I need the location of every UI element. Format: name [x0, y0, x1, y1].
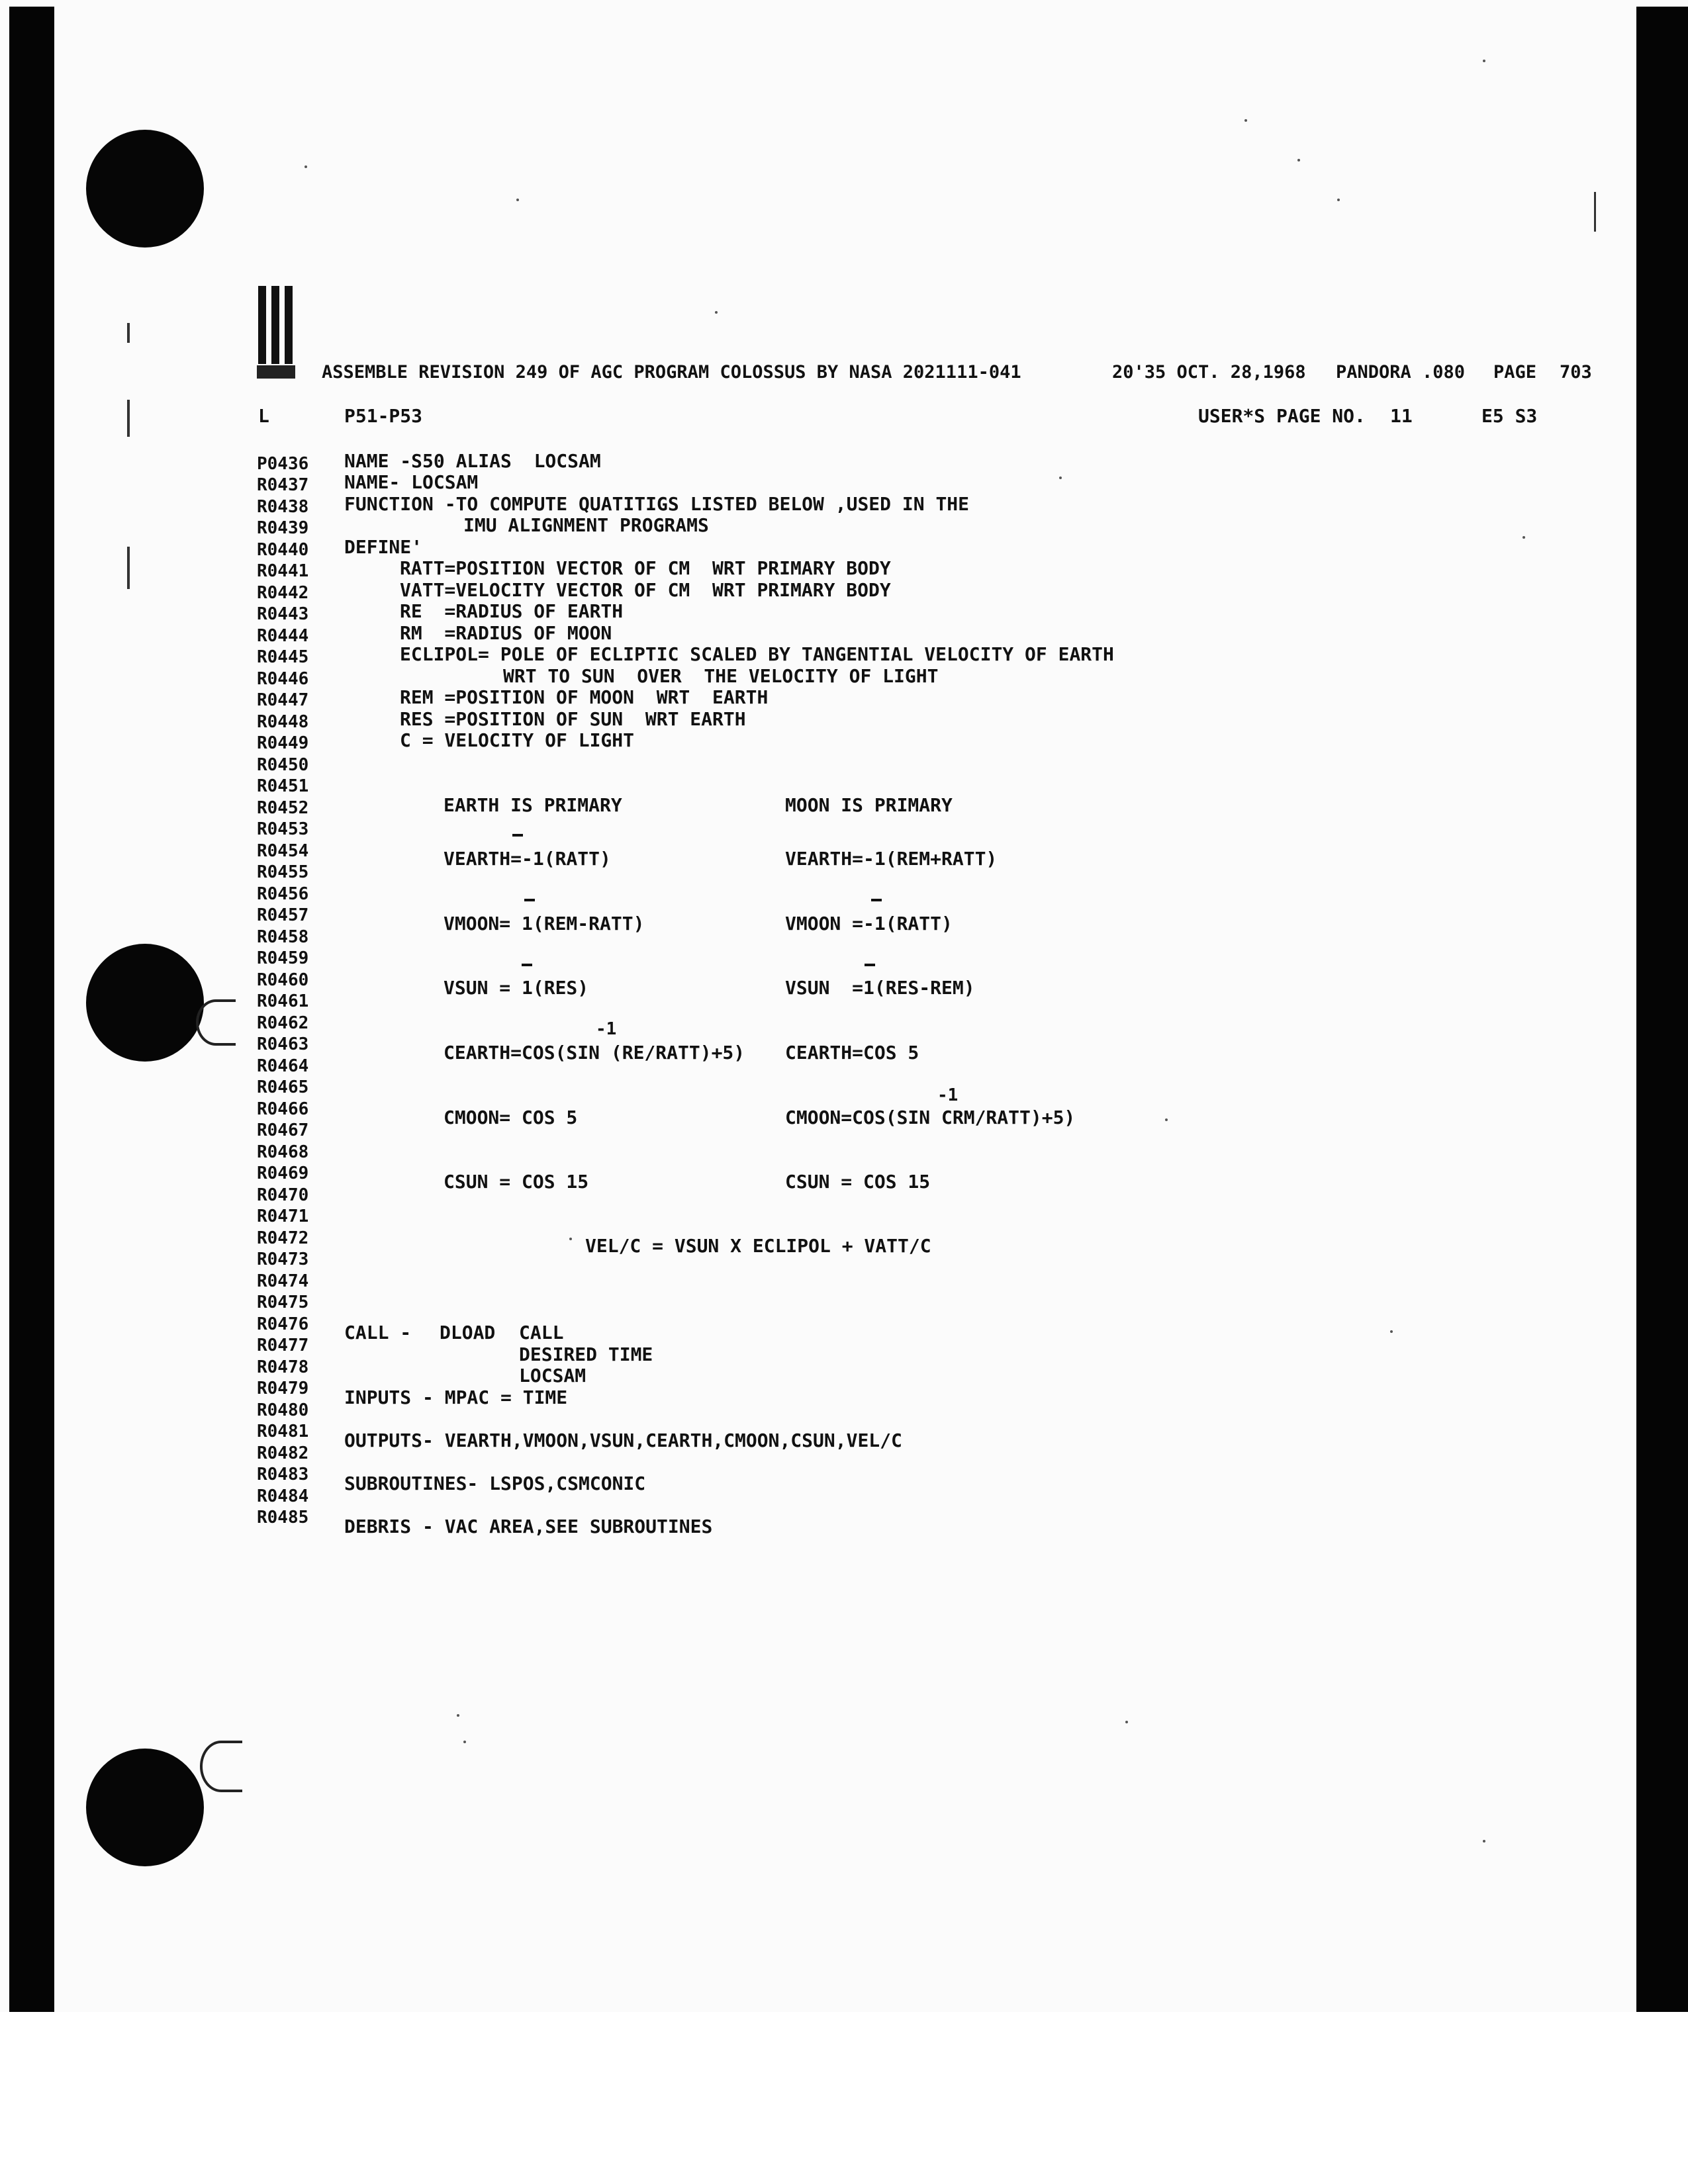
formula-cearth-moon: CEARTH=COS 5	[785, 1042, 919, 1064]
code-line: RATT=POSITION VECTOR OF CM WRT PRIMARY BODY	[400, 557, 891, 579]
code-line: RM =RADIUS OF MOON	[400, 622, 612, 644]
code-line: WRT TO SUN OVER THE VELOCITY OF LIGHT	[503, 665, 939, 687]
line-number: R0464	[257, 1056, 309, 1076]
line-number: R0474	[257, 1271, 309, 1291]
line-number: R0441	[257, 561, 309, 581]
line-number: R0463	[257, 1034, 309, 1054]
formula-vmoon-earth: VMOON= 1(REM-RATT)	[444, 913, 645, 934]
scan-speck	[1523, 536, 1525, 539]
scan-speck	[463, 1741, 466, 1743]
formula-vsun-earth: VSUN = 1(RES)	[444, 977, 589, 999]
line-number: P0436	[257, 454, 309, 474]
line-number: R0471	[257, 1206, 309, 1226]
line-number: R0473	[257, 1250, 309, 1269]
formula-vearth-moon: VEARTH=-1(REM+RATT)	[785, 848, 998, 870]
scan-speck	[1125, 1721, 1128, 1723]
line-number: R0479	[257, 1379, 309, 1398]
assemble-heading: ASSEMBLE REVISION 249 OF AGC PROGRAM COLOSSUS BY NASA 2021111-041	[322, 362, 1021, 383]
formula-vearth-earth: VEARTH=-1(RATT)	[444, 848, 611, 870]
line-number: R0446	[257, 669, 309, 689]
scan-speck	[457, 1714, 459, 1717]
scan-speck	[569, 1238, 572, 1240]
line-number: R0459	[257, 948, 309, 968]
line-number: R0472	[257, 1228, 309, 1248]
call-locsam: LOCSAM	[519, 1365, 586, 1387]
code-line: IMU ALIGNMENT PROGRAMS	[463, 514, 709, 536]
scan-speck	[715, 311, 718, 314]
line-number: R0477	[257, 1336, 309, 1355]
line-number: R0484	[257, 1486, 309, 1506]
line-number: R0439	[257, 518, 309, 538]
formula-csun-moon: CSUN = COS 15	[785, 1171, 931, 1193]
subroutines-line: SUBROUTINES- LSPOS,CSMCONIC	[344, 1473, 646, 1494]
earth-primary-heading: EARTH IS PRIMARY	[444, 794, 622, 816]
outputs-line: OUTPUTS- VEARTH,VMOON,VSUN,CEARTH,CMOON,CSUN,VEL/C	[344, 1430, 902, 1451]
arcsin-exponent: -1	[596, 1019, 617, 1039]
line-number: R0461	[257, 991, 309, 1011]
line-number: R0447	[257, 690, 309, 710]
line-number: R0442	[257, 583, 309, 603]
code-line: C = VELOCITY OF LIGHT	[400, 729, 635, 751]
code-line: RE =RADIUS OF EARTH	[400, 600, 624, 622]
call-call: CALL	[519, 1322, 564, 1343]
page-label: PAGE	[1493, 362, 1537, 383]
formula-vel-over-c: VEL/C = VSUN X ECLIPOL + VATT/C	[585, 1235, 931, 1257]
moon-primary-heading: MOON IS PRIMARY	[785, 794, 953, 816]
call-desired-time: DESIRED TIME	[519, 1343, 653, 1365]
call-dload: DLOAD	[440, 1322, 496, 1343]
line-number: R0438	[257, 497, 309, 517]
line-number: R0481	[257, 1422, 309, 1441]
line-number: R0483	[257, 1465, 309, 1484]
line-number: R0456	[257, 884, 309, 904]
scan-speck	[1244, 119, 1247, 122]
line-number: R0469	[257, 1163, 309, 1183]
debris-line: DEBRIS - VAC AREA,SEE SUBROUTINES	[344, 1516, 713, 1537]
line-number: R0480	[257, 1400, 309, 1420]
line-number: R0460	[257, 970, 309, 990]
program-range: P51-P53	[344, 405, 423, 427]
arcsin-exponent: -1	[937, 1085, 959, 1105]
line-number: R0458	[257, 927, 309, 947]
line-number: R0451	[257, 776, 309, 796]
scan-speck	[1483, 60, 1485, 62]
line-number: R0454	[257, 841, 309, 861]
line-number: R0455	[257, 862, 309, 882]
line-number: R0482	[257, 1443, 309, 1463]
line-number: R0462	[257, 1013, 309, 1033]
scan-speck	[1059, 477, 1062, 479]
line-number: R0445	[257, 647, 309, 667]
page-number: 703	[1560, 362, 1592, 383]
column-l-label: L	[258, 405, 269, 427]
line-number: R0470	[257, 1185, 309, 1205]
e5-s3-label: E5 S3	[1481, 405, 1538, 427]
line-number: R0444	[257, 626, 309, 646]
scan-speck	[305, 165, 307, 168]
scan-speck	[1165, 1118, 1168, 1121]
scan-speck	[516, 199, 519, 201]
line-number: R0452	[257, 798, 309, 818]
code-line: FUNCTION -TO COMPUTE QUATITIGS LISTED BELOW ,USED IN THE	[344, 493, 970, 515]
line-number: R0437	[257, 475, 309, 495]
line-number: R0465	[257, 1077, 309, 1097]
formula-csun-earth: CSUN = COS 15	[444, 1171, 589, 1193]
formula-cearth-earth: CEARTH=COS(SIN (RE/RATT)+5)	[444, 1042, 745, 1064]
call-label: CALL -	[344, 1322, 412, 1343]
code-line: NAME -S50 ALIAS LOCSAM	[344, 450, 601, 472]
code-line: REM =POSITION OF MOON WRT EARTH	[400, 686, 769, 708]
inputs-line: INPUTS - MPAC = TIME	[344, 1387, 568, 1408]
print-timestamp: 20'35 OCT. 28,1968	[1112, 362, 1306, 383]
line-number: R0468	[257, 1142, 309, 1162]
code-line: RES =POSITION OF SUN WRT EARTH	[400, 708, 746, 730]
code-line: VATT=VELOCITY VECTOR OF CM WRT PRIMARY BODY	[400, 579, 891, 601]
user-page-label: USER*S PAGE NO.	[1198, 405, 1366, 427]
line-number: R0485	[257, 1508, 309, 1527]
scan-speck	[1483, 1840, 1485, 1843]
scan-speck	[1390, 1330, 1393, 1333]
line-number: R0467	[257, 1120, 309, 1140]
line-number: R0457	[257, 905, 309, 925]
line-number: R0475	[257, 1293, 309, 1312]
line-number: R0443	[257, 604, 309, 624]
code-line: ECLIPOL= POLE OF ECLIPTIC SCALED BY TANGENTIAL VELOCITY OF EARTH	[400, 643, 1114, 665]
formula-cmoon-earth: CMOON= COS 5	[444, 1107, 578, 1128]
scan-speck	[1297, 159, 1300, 161]
user-page-number: 11	[1390, 405, 1413, 427]
line-number: R0478	[257, 1357, 309, 1377]
line-number: R0450	[257, 755, 309, 775]
pandora-label: PANDORA .080	[1336, 362, 1466, 383]
scan-speck	[1337, 199, 1340, 201]
code-line: NAME- LOCSAM	[344, 471, 479, 493]
line-number: R0448	[257, 712, 309, 732]
line-number: R0440	[257, 540, 309, 560]
code-line: DEFINE'	[344, 536, 423, 558]
formula-vsun-moon: VSUN =1(RES-REM)	[785, 977, 975, 999]
line-number: R0476	[257, 1314, 309, 1334]
formula-vmoon-moon: VMOON =-1(RATT)	[785, 913, 953, 934]
line-number: R0453	[257, 819, 309, 839]
formula-cmoon-moon: CMOON=COS(SIN CRM/RATT)+5)	[785, 1107, 1076, 1128]
line-number: R0466	[257, 1099, 309, 1119]
line-number: R0449	[257, 733, 309, 753]
